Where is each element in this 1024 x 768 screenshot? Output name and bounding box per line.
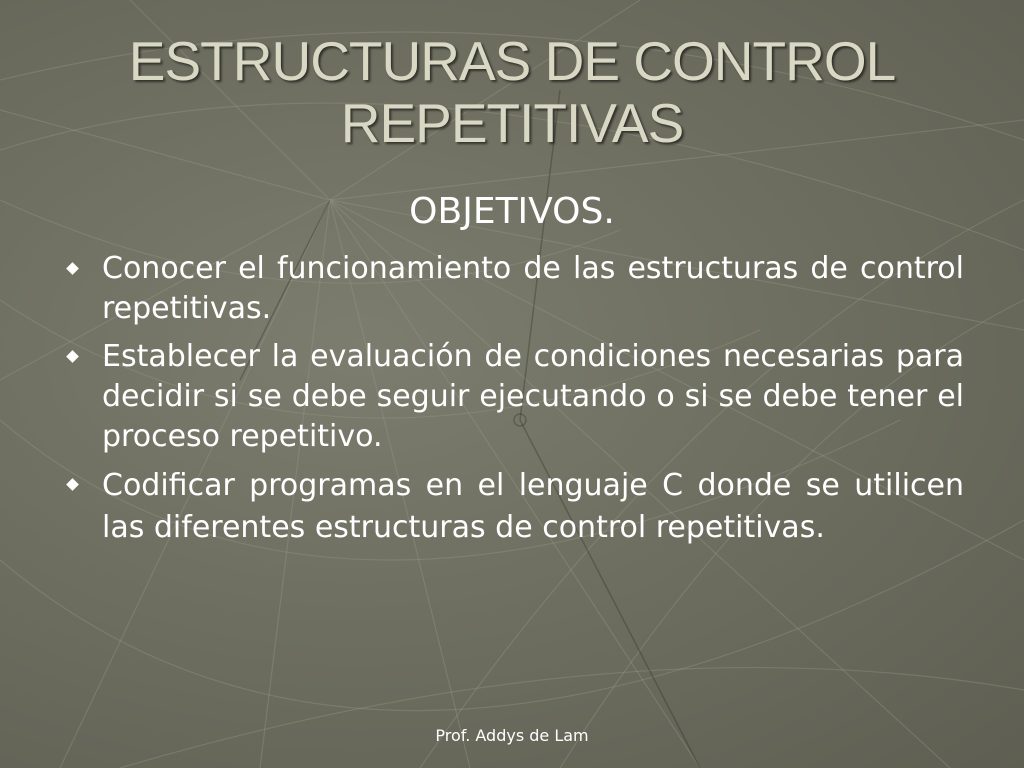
title-line-1: ESTRUCTURAS DE CONTROL: [128, 30, 896, 92]
title-line-2: REPETITIVAS: [340, 92, 684, 154]
diamond-bullet-icon: [66, 350, 79, 363]
diamond-bullet-icon: [66, 262, 79, 275]
diamond-bullet-icon: [66, 478, 79, 491]
list-item: [60, 337, 964, 457]
list-item: [60, 249, 964, 329]
slide-subtitle: OBJETIVOS.: [409, 191, 615, 232]
objectives-list: [60, 249, 964, 557]
slide-title: [0, 30, 1024, 154]
list-item-text: Codificar programas en el lenguaje C donde se utilicen las diferentes estructuras de control repetitivas.: [102, 468, 964, 545]
list-item: [60, 465, 964, 549]
slide-footer: Prof. Addys de Lam: [435, 726, 589, 745]
list-item-text: Establecer la evaluación de condiciones necesarias para decidir si se debe seguir ejecutando o si se debe tener el proceso repetitivo.: [102, 339, 964, 454]
list-item-text: Conocer el funcionamiento de las estructuras de control repetitivas.: [102, 251, 964, 326]
